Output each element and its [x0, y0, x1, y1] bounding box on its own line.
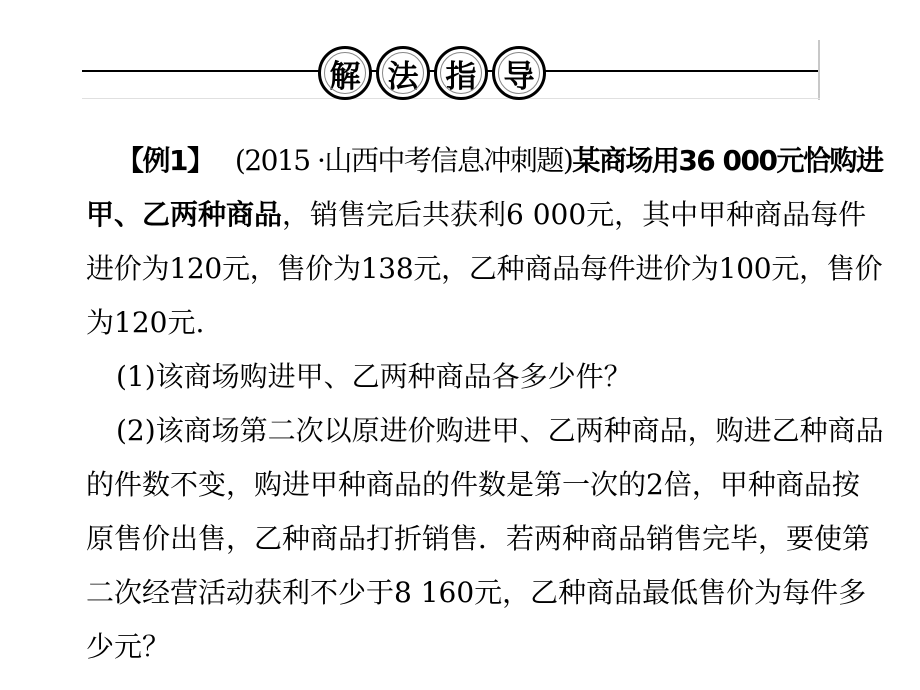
example-tag: 【例1】: [116, 144, 214, 177]
example-text-normal: 进价为120元，售价为138元，乙种商品每件进价为100元，售价: [86, 252, 883, 285]
badge-char: 导: [492, 46, 546, 100]
question-2-line: [86, 566, 886, 620]
question-2-text: (2)该商场第二次以原进价购进甲、乙两种商品，购进乙种商品: [116, 414, 884, 447]
question-1: [86, 350, 886, 404]
banner-rule-end: [818, 40, 820, 100]
section-banner: [82, 40, 820, 102]
question-2-text: 原售价出售，乙种商品打折销售．若两种商品销售完毕，要使第: [86, 522, 871, 555]
badge-char: 解: [318, 46, 372, 100]
example-source: (2015 ·山西中考信息冲刺题): [234, 144, 573, 177]
question-2-text: 少元？: [86, 630, 171, 663]
example-line-2: [86, 188, 886, 242]
example-line-1: [86, 134, 886, 188]
question-2-line: [86, 458, 886, 512]
example-text: [86, 134, 886, 674]
question-2-text: 二次经营活动获利不少于8 160元，乙种商品最低售价为每件多: [86, 576, 867, 609]
question-2-line: [86, 620, 886, 674]
example-line-3: [86, 242, 886, 296]
question-1-text: (1)该商场购进甲、乙两种商品各多少件？: [116, 360, 632, 393]
badge-char: 法: [376, 46, 430, 100]
example-text-normal: 为120元.: [86, 306, 205, 339]
example-line-4: [86, 296, 886, 350]
example-text-bold: 甲、乙两种商品: [86, 198, 283, 231]
banner-title: [318, 46, 546, 100]
example-text-bold: 某商场用36 000元恰购进: [572, 144, 883, 177]
question-2-line: [86, 512, 886, 566]
question-2-line: [86, 404, 886, 458]
badge-char: 指: [434, 46, 488, 100]
question-2-text: 的件数不变，购进甲种商品的件数是第一次的2倍，甲种商品按: [86, 468, 860, 501]
example-text-normal: ，销售完后共获利6 000元，其中甲种商品每件: [282, 198, 867, 231]
